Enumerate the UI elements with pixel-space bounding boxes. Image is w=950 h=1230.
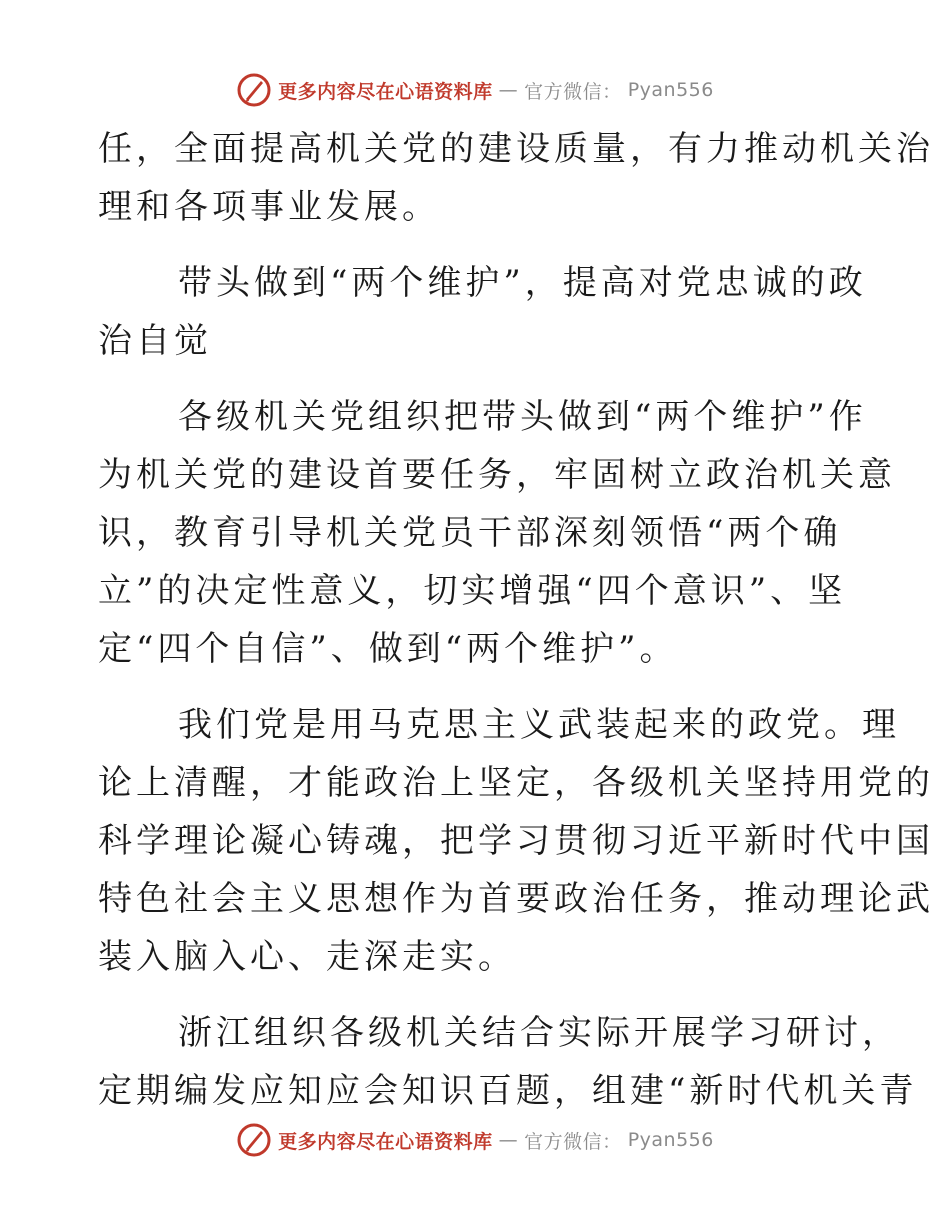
text-line: 定期编发应知应会知识百题，组建“新时代机关青 bbox=[98, 1071, 918, 1111]
paragraph-1 bbox=[98, 120, 934, 236]
brand-dash: — bbox=[498, 79, 519, 101]
wechat-label: 官方微信： bbox=[524, 1130, 622, 1153]
paragraph-4 bbox=[98, 696, 934, 986]
text-line: 浙江组织各级机关结合实际开展学习研讨， bbox=[178, 1013, 900, 1053]
text-line: 识，教育引导机关党员干部深刻领悟“两个确 bbox=[98, 513, 842, 553]
text-line: 我们党是用马克思主义武装起来的政党。理 bbox=[178, 705, 900, 745]
quill-pen-icon bbox=[236, 72, 272, 108]
text-line: 科学理论凝心铸魂，把学习贯彻习近平新时代中国 bbox=[98, 821, 934, 861]
header-banner bbox=[0, 70, 950, 110]
text-line: 立”的决定性意义，切实增强“四个意识”、坚 bbox=[98, 571, 847, 611]
wechat-id: Pyan556 bbox=[627, 79, 714, 101]
document-body bbox=[98, 120, 934, 1138]
text-line: 定“四个自信”、做到“两个维护”。 bbox=[98, 629, 678, 669]
paragraph-5 bbox=[98, 1004, 918, 1120]
footer-banner bbox=[0, 1120, 950, 1160]
text-line: 带头做到“两个维护”，提高对党忠诚的政 bbox=[178, 263, 867, 303]
paragraph-3 bbox=[98, 388, 896, 678]
text-line: 特色社会主义思想作为首要政治任务，推动理论武 bbox=[98, 879, 934, 919]
section-heading bbox=[98, 254, 867, 370]
wechat-label: 官方微信： bbox=[524, 80, 622, 103]
text-line: 装入脑入心、走深走实。 bbox=[98, 937, 516, 977]
brand-dash: — bbox=[498, 1129, 519, 1151]
brand-text: 更多内容尽在心语资料库 bbox=[278, 80, 493, 103]
text-line: 治自觉 bbox=[98, 321, 212, 361]
brand-text: 更多内容尽在心语资料库 bbox=[278, 1130, 493, 1153]
quill-pen-icon bbox=[236, 1122, 272, 1158]
text-line: 为机关党的建设首要任务，牢固树立政治机关意 bbox=[98, 455, 896, 495]
text-line: 理和各项事业发展。 bbox=[98, 187, 440, 227]
text-line: 任，全面提高机关党的建设质量，有力推动机关治 bbox=[98, 129, 934, 169]
wechat-id: Pyan556 bbox=[627, 1129, 714, 1151]
text-line: 各级机关党组织把带头做到“两个维护”作 bbox=[178, 397, 867, 437]
text-line: 论上清醒，才能政治上坚定，各级机关坚持用党的 bbox=[98, 763, 934, 803]
